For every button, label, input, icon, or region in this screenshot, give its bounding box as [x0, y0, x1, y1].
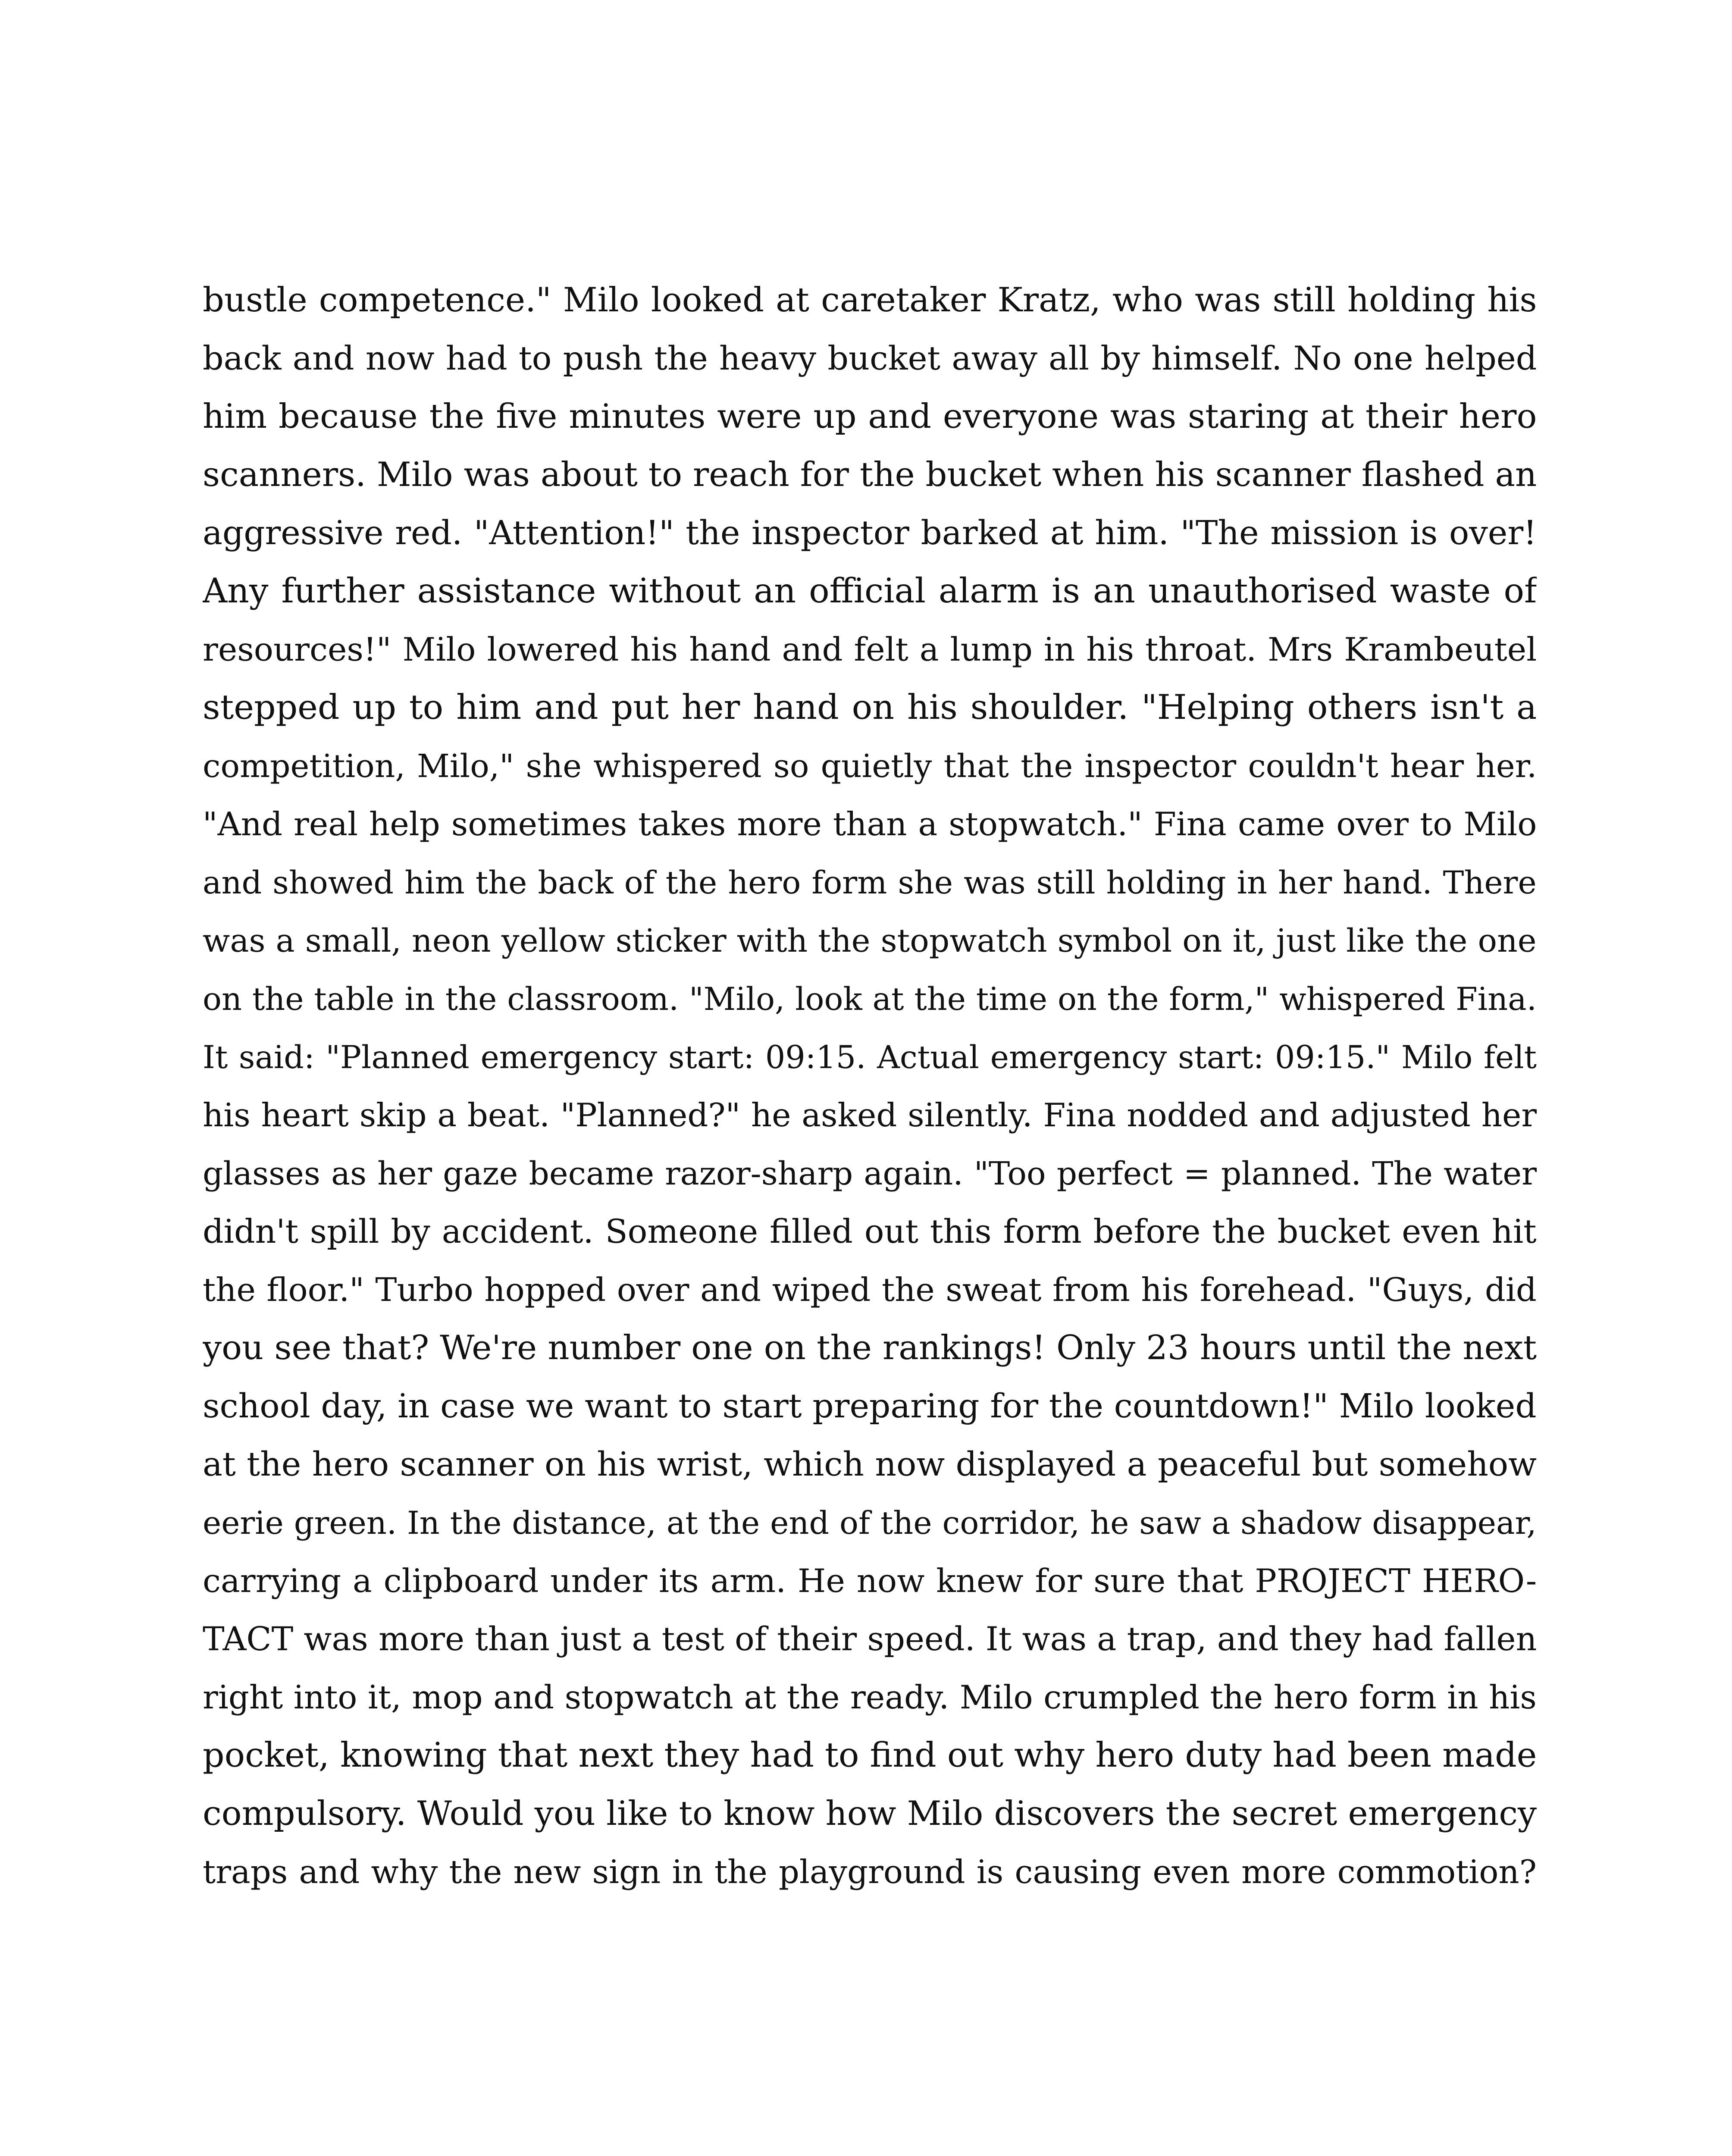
text-line: was a small, neon yellow sticker with the stopwatch symbol on it, just like the one [203, 922, 1537, 959]
text-line: bustle competence." Milo looked at caretaker Kratz, who was still holding his [203, 281, 1537, 320]
text-line: stepped up to him and put her hand on his shoulder. "Helping others isn't a [203, 687, 1537, 727]
text-line: resources!" Milo lowered his hand and felt a lump in his throat. Mrs Krambeutel [203, 630, 1537, 668]
text-line: "And real help sometimes takes more than a stopwatch." Fina came over to Milo [203, 805, 1537, 843]
text-line: compulsory. Would you like to know how Milo discovers the secret emergency [203, 1794, 1537, 1833]
text-line: his heart skip a beat. "Planned?" he asked silently. Fina nodded and adjusted her [203, 1096, 1537, 1134]
text-line: didn't spill by accident. Someone filled out this form before the bucket even hit [203, 1212, 1537, 1250]
text-line: Any further assistance without an official alarm is an unauthorised waste of [203, 571, 1537, 611]
text-line: TACT was more than just a test of their speed. It was a trap, and they had fallen [203, 1620, 1537, 1658]
text-line: back and now had to push the heavy bucket away all by himself. No one helped [203, 339, 1537, 377]
text-line: aggressive red. "Attention!" the inspector barked at him. "The mission is over! [203, 514, 1537, 552]
text-line: school day, in case we want to start preparing for the countdown!" Milo looked [203, 1387, 1537, 1426]
body-text [203, 271, 1537, 1901]
text-line: carrying a clipboard under its arm. He now knew for sure that PROJECT HERO- [203, 1562, 1537, 1600]
text-line: you see that? We're number one on the rankings! Only 23 hours until the next [203, 1329, 1537, 1367]
text-line: him because the five minutes were up and everyone was staring at their hero [203, 397, 1537, 436]
text-line: the floor." Turbo hopped over and wiped the sweat from his forehead. "Guys, did [203, 1271, 1537, 1309]
text-line: competition, Milo," she whispered so quietly that the inspector couldn't hear her. [203, 748, 1537, 785]
text-line: scanners. Milo was about to reach for the bucket when his scanner flashed an [203, 455, 1537, 494]
text-line: traps and why the new sign in the playground is causing even more commotion? [203, 1853, 1537, 1891]
text-line: glasses as her gaze became razor-sharp again. "Too perfect = planned. The water [203, 1155, 1537, 1192]
text-line: on the table in the classroom. "Milo, look at the time on the form," whispered Fina. [203, 981, 1537, 1018]
text-line: It said: "Planned emergency start: 09:15. Actual emergency start: 09:15." Milo felt [203, 1039, 1537, 1076]
text-line: eerie green. In the distance, at the end of the corridor, he saw a shadow disappear, [203, 1505, 1537, 1542]
text-line: and showed him the back of the hero form she was still holding in her hand. There [203, 865, 1537, 901]
text-line: pocket, knowing that next they had to find out why hero duty had been made [203, 1735, 1537, 1775]
text-line: right into it, mop and stopwatch at the ready. Milo crumpled the hero form in his [203, 1678, 1537, 1716]
text-line: at the hero scanner on his wrist, which now displayed a peaceful but somehow [203, 1445, 1537, 1484]
